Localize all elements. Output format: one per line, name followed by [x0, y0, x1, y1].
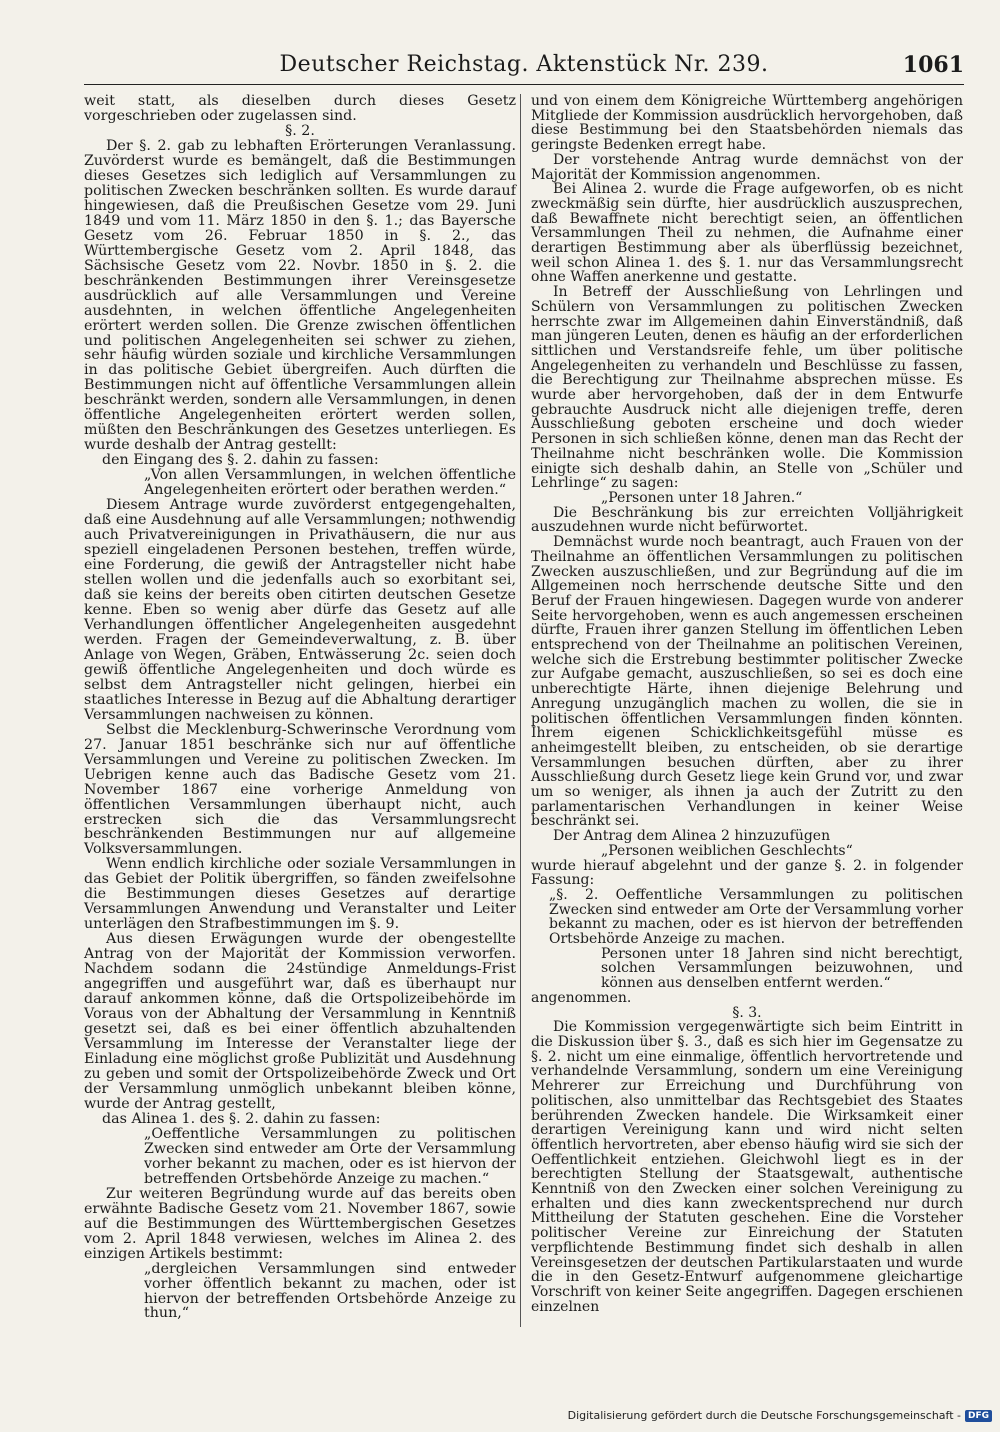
paragraph: Selbst die Mecklenburg-Schwerinsche Verordnung vom 27. Januar 1851 beschränke sich nur auf öffentliche Versammlungen und Vereine zu politischen Zwecken. Im Uebrigen kenne auch das Badische Gesetz vom 21. November 1867 eine vorherige Anmeldung von öffentlichen Versammlungen überhaupt nicht, auch erstrecken sich die das Versammlungsrecht beschränkenden Bestimmungen nur auf allgemeine Volksversammlungen.	[84, 721, 516, 858]
paragraph: Der §. 2. gab zu lebhaften Erörterungen Veranlassung. Zuvörderst wurde es bemängelt, daß die Bestimmungen dieses Gesetzes sich lediglich auf Versammlungen zu politischen Zwecken beschränken sollten. Es wurde darauf hingewiesen, daß die Preußischen Gesetze vom 29. Juni 1849 und vom 11. März 1850 in den §. 1.; das Bayersche Gesetz vom 26. Februar 1850 in §. 2., das Württembergische Gesetz vom 2. April 1848, das Sächsische Gesetz vom 22. Novbr. 1850 in §. 2. die beschränkenden Bestimmungen ihrer Vereinsgesetze ausdrücklich auf alle Versammlungen und Vereine ausdehnten, in welchen öffentliche Angelegenheiten erörtert werden sollen. Die Grenze zwischen öffentlichen und politischen Angelegenheiten sei schwer zu ziehen, sehr häufig würden soziale und kirchliche Versammlungen in das politische Gebiet übergreifen. Auch dürften die Bestimmungen nicht auf öffentliche Versammlungen allein beschränkt werden, sondern alle Versammlungen, in denen öffentliche Angelegenheiten erörtert werden sollen, müßten den Beschränkungen des Gesetzes unterliegen. Es wurde deshalb der Antrag gestellt:	[84, 137, 516, 454]
page-header	[84, 50, 964, 90]
paragraph: „§. 2. Oeffentliche Versammlungen zu politischen Zwecken sind entweder am Orte der Versammlung vorher bekannt zu machen, oder es ist hiervon der betreffenden Ortsbehörde Anzeige zu machen.	[549, 886, 963, 948]
paragraph: den Eingang des §. 2. dahin zu fassen:	[102, 452, 379, 469]
paragraph: weit statt, als dieselben durch dieses Gesetz vorgeschrieben oder zugelassen sind.	[84, 93, 516, 124]
left-column	[84, 94, 516, 1321]
paragraph: angenommen.	[531, 989, 632, 1006]
paragraph: Diesem Antrage wurde zuvörderst entgegengehalten, daß eine Ausdehnung auf alle Versammlungen; nothwendig auch Privatvereinigungen in Privathäusern, die nur aus speziell eingeladenen Personen bestehen, treffen würde, eine Forderung, die gewiß der Antragsteller nicht habe stellen wollen und die jedenfalls auch so exorbitant sei, daß sie keins der bereits oben citirten deutschen Gesetze kenne. Eben so wenig aber dürfe das Gesetz auf alle Verhandlungen öffentlicher Angelegenheiten ausgedehnt werden. Fragen der Gemeindeverwaltung, z. B. über Anlage von Wegen, Gräben, Entwässerung 2c. seien doch gewiß öffentliche Angelegenheiten und doch würde es selbst dem Antragsteller nicht gelingen, hierbei ein staatliches Interesse in Bezug auf die Abhaltung derartiger Versammlungen nachweisen zu können.	[84, 497, 516, 723]
paragraph: In Betreff der Ausschließung von Lehrlingen und Schülern von Versammlungen zu politischen Zwecken herrschte zwar im Allgemeinen dahin Einverständniß, daß man jüngeren Leuten, denen es häufig an der erforderlichen sittlichen und Verstandsreife fehle, um über politische Angelegenheiten zu verhandeln und Beschlüsse zu fassen, die Berechtigung zur Theilnahme absprechen müsse. Es wurde aber hervorgehoben, daß der in dem Entwurfe gebrauchte Ausdruck nicht alle diejenigen treffe, deren Ausschließung geboten erscheine und doch wieder Personen in sich schließen könne, denen man das Recht der Theilnahme nicht beschränken wolle. Die Kommission einigte sich deshalb dahin, an Stelle von „Schüler und Lehrlinge“ zu sagen:	[531, 284, 963, 492]
header-rule	[84, 84, 964, 85]
paragraph: Zur weiteren Begründung wurde auf das bereits oben erwähnte Badische Gesetz vom 21. November 1867, sowie auf die Bestimmungen des Württembergischen Gesetzes vom 2. April 1848 verwiesen, welches im Alinea 2. des einzigen Artikels bestimmt:	[84, 1185, 516, 1262]
right-column	[531, 94, 963, 1314]
section-heading: §. 3.	[732, 1004, 762, 1021]
paragraph: und von einem dem Königreiche Württemberg angehörigen Mitgliede der Kommission ausdrücklich hervorgehoben, daß diese Bestimmung bei den Staatsbehörden niemals das geringste Bedenken erregt habe.	[531, 93, 963, 154]
paragraph: Bei Alinea 2. wurde die Frage aufgeworfen, ob es nicht zweckmäßig sein dürfte, hier ausdrücklich auszusprechen, daß Bewaffnete nicht berechtigt seien, an öffentlichen Versammlungen Theil zu nehmen, die Aufnahme einer derartigen Bestimmung aber als überflüssig bezeichnet, weil schon Alinea 1. des §. 1. nur das Versammlungsrecht ohne Waffen anerkenne und gestatte.	[531, 181, 963, 286]
column-divider	[520, 94, 521, 1327]
running-title: Deutscher Reichstag. Aktenstück Nr. 239.	[279, 52, 769, 77]
paragraph: Personen unter 18 Jahren sind nicht berechtigt, solchen Versammlungen beizuwohnen, und können aus denselben entfernt werden.“	[601, 945, 963, 992]
paragraph: wurde hierauf abgelehnt und der ganze §. 2. in folgender Fassung:	[531, 857, 963, 889]
paragraph: „Personen weiblichen Geschlechts“	[601, 842, 853, 859]
footer-credit	[568, 1409, 992, 1422]
paragraph: Die Beschränkung bis zur erreichten Volljährigkeit auszudehnen wurde nicht befürwortet.	[531, 504, 963, 536]
dfg-logo: DFG	[965, 1410, 992, 1422]
page-number: 1061	[902, 52, 964, 78]
paragraph: Aus diesen Erwägungen wurde der obengestellte Antrag von der Majorität der Kommission verworfen. Nachdem sodann die 24stündige Anmeldungs-Frist angegriffen und ausgeführt war, daß es überhaupt nur darauf ankommen könne, daß die Ortspolizeibehörde im Voraus von der Abhaltung der Versammlung in Kenntniß gesetzt sei, daß es bei einer öffentlich abzuhaltenden Versammlung im Interesse der Veranstalter liege der Einladung eine möglichst große Publizität und Ausdehnung zu geben und somit der Ortspolizeibehörde Zweck und Ort der Versammlung unmöglich unbekannt bleiben könne, wurde der Antrag gestellt,	[84, 931, 516, 1112]
paragraph: „Von allen Versammlungen, in welchen öffentliche Angelegenheiten erörtert oder berathen werden.“	[144, 467, 516, 499]
paragraph: das Alinea 1. des §. 2. dahin zu fassen:	[102, 1110, 381, 1127]
paragraph: Der vorstehende Antrag wurde demnächst von der Majorität der Kommission angenommen.	[531, 151, 963, 183]
paragraph: Die Kommission vergegenwärtigte sich beim Eintritt in die Diskussion über §. 3., daß es sich hier im Gegensatze zu §. 2. nicht um eine einmalige, öffentlich hervortretende und verhandelnde Versammlung, sondern um eine Vereinigung Mehrerer zur Erreichung und Durchführung von politischen, also unmittelbar das Rechtsgebiet des Staates berührenden Zwecken handele. Die Wirksamkeit einer derartigen Vereinigung kann und wird nicht selten öffentlich hervortreten, aber ebenso häufig wird sie sich der Oeffentlichkeit entziehen. Gleichwohl liegt es in der berechtigten Stellung der Staatsgewalt, authentische Kenntniß von den Zwecken einer solchen Vereinigung zu erhalten und dies kann zweckentsprechend nur durch Mittheilung der Statuten geschehen. Eine die Vorsteher politischer Vereine zur Einreichung der Statuten verpflichtende Bestimmung findet sich deshalb in allen Vereinsgesetzen der deutschen Partikularstaaten und wurde die in den Gesetz-Entwurf aufgenommene gleichartige Vorschrift von keiner Seite angegriffen. Dagegen erschienen einzelnen	[531, 1019, 963, 1315]
footer-credit-text: Digitalisierung gefördert durch die Deutsche Forschungsgemeinschaft -	[567, 1409, 961, 1422]
paragraph: Demnächst wurde noch beantragt, auch Frauen von der Theilnahme an öffentlichen Versammlungen zu politischen Zwecken auszuschließen, und zur Begründung auf die im Allgemeinen noch herrschende deutsche Sitte und den Beruf der Frauen hingewiesen. Dagegen wurde von anderer Seite hervorgehoben, wenn es auch angemessen erscheinen dürfte, Frauen ihrer ganzen Stellung im öffentlichen Leben entsprechend von der Theilnahme an politischen Vereinen, welche sich die Erstrebung bestimmter politischer Zwecke zur Aufgabe gemacht, auszuschließen, so sei es doch eine unberechtigte Härte, ihnen diejenige Belehrung und Anregung unzugänglich machen zu wollen, die sie in politischen öffentlichen Versammlungen finden könnten. Ihrem eigenen Schicklichkeitsgefühl müsse es anheimgestellt bleiben, zu entscheiden, ob sie derartige Versammlungen besuchen dürften, aber zu ihrer Ausschließung durch Gesetz liege kein Grund vor, und zwar um so weniger, als ihnen ja auch der Zutritt zu den parlamentarischen Verhandlungen in keiner Weise beschränkt sei.	[531, 534, 963, 830]
paragraph: Wenn endlich kirchliche oder soziale Versammlungen in das Gebiet der Politik übergriffen, so fänden zweifelsohne die Bestimmungen dieses Gesetzes auf derartige Versammlungen Anwendung und Veranstalter und Leiter unterlägen den Strafbestimmungen im §. 9.	[84, 856, 516, 933]
paragraph: „Oeffentliche Versammlungen zu politischen Zwecken sind entweder am Orte der Versammlung vorher bekannt zu machen, oder es ist hiervon der betreffenden Ortsbehörde Anzeige zu machen.“	[144, 1125, 516, 1187]
paragraph: Der Antrag dem Alinea 2 hinzuzufügen	[553, 828, 831, 845]
paragraph: „Personen unter 18 Jahren.“	[601, 489, 803, 506]
section-heading: §. 2.	[285, 122, 315, 139]
paragraph: „dergleichen Versammlungen sind entweder vorher öffentlich bekannt zu machen, oder ist hiervon der betreffenden Ortsbehörde Anzeige zu thun,“	[144, 1260, 516, 1322]
